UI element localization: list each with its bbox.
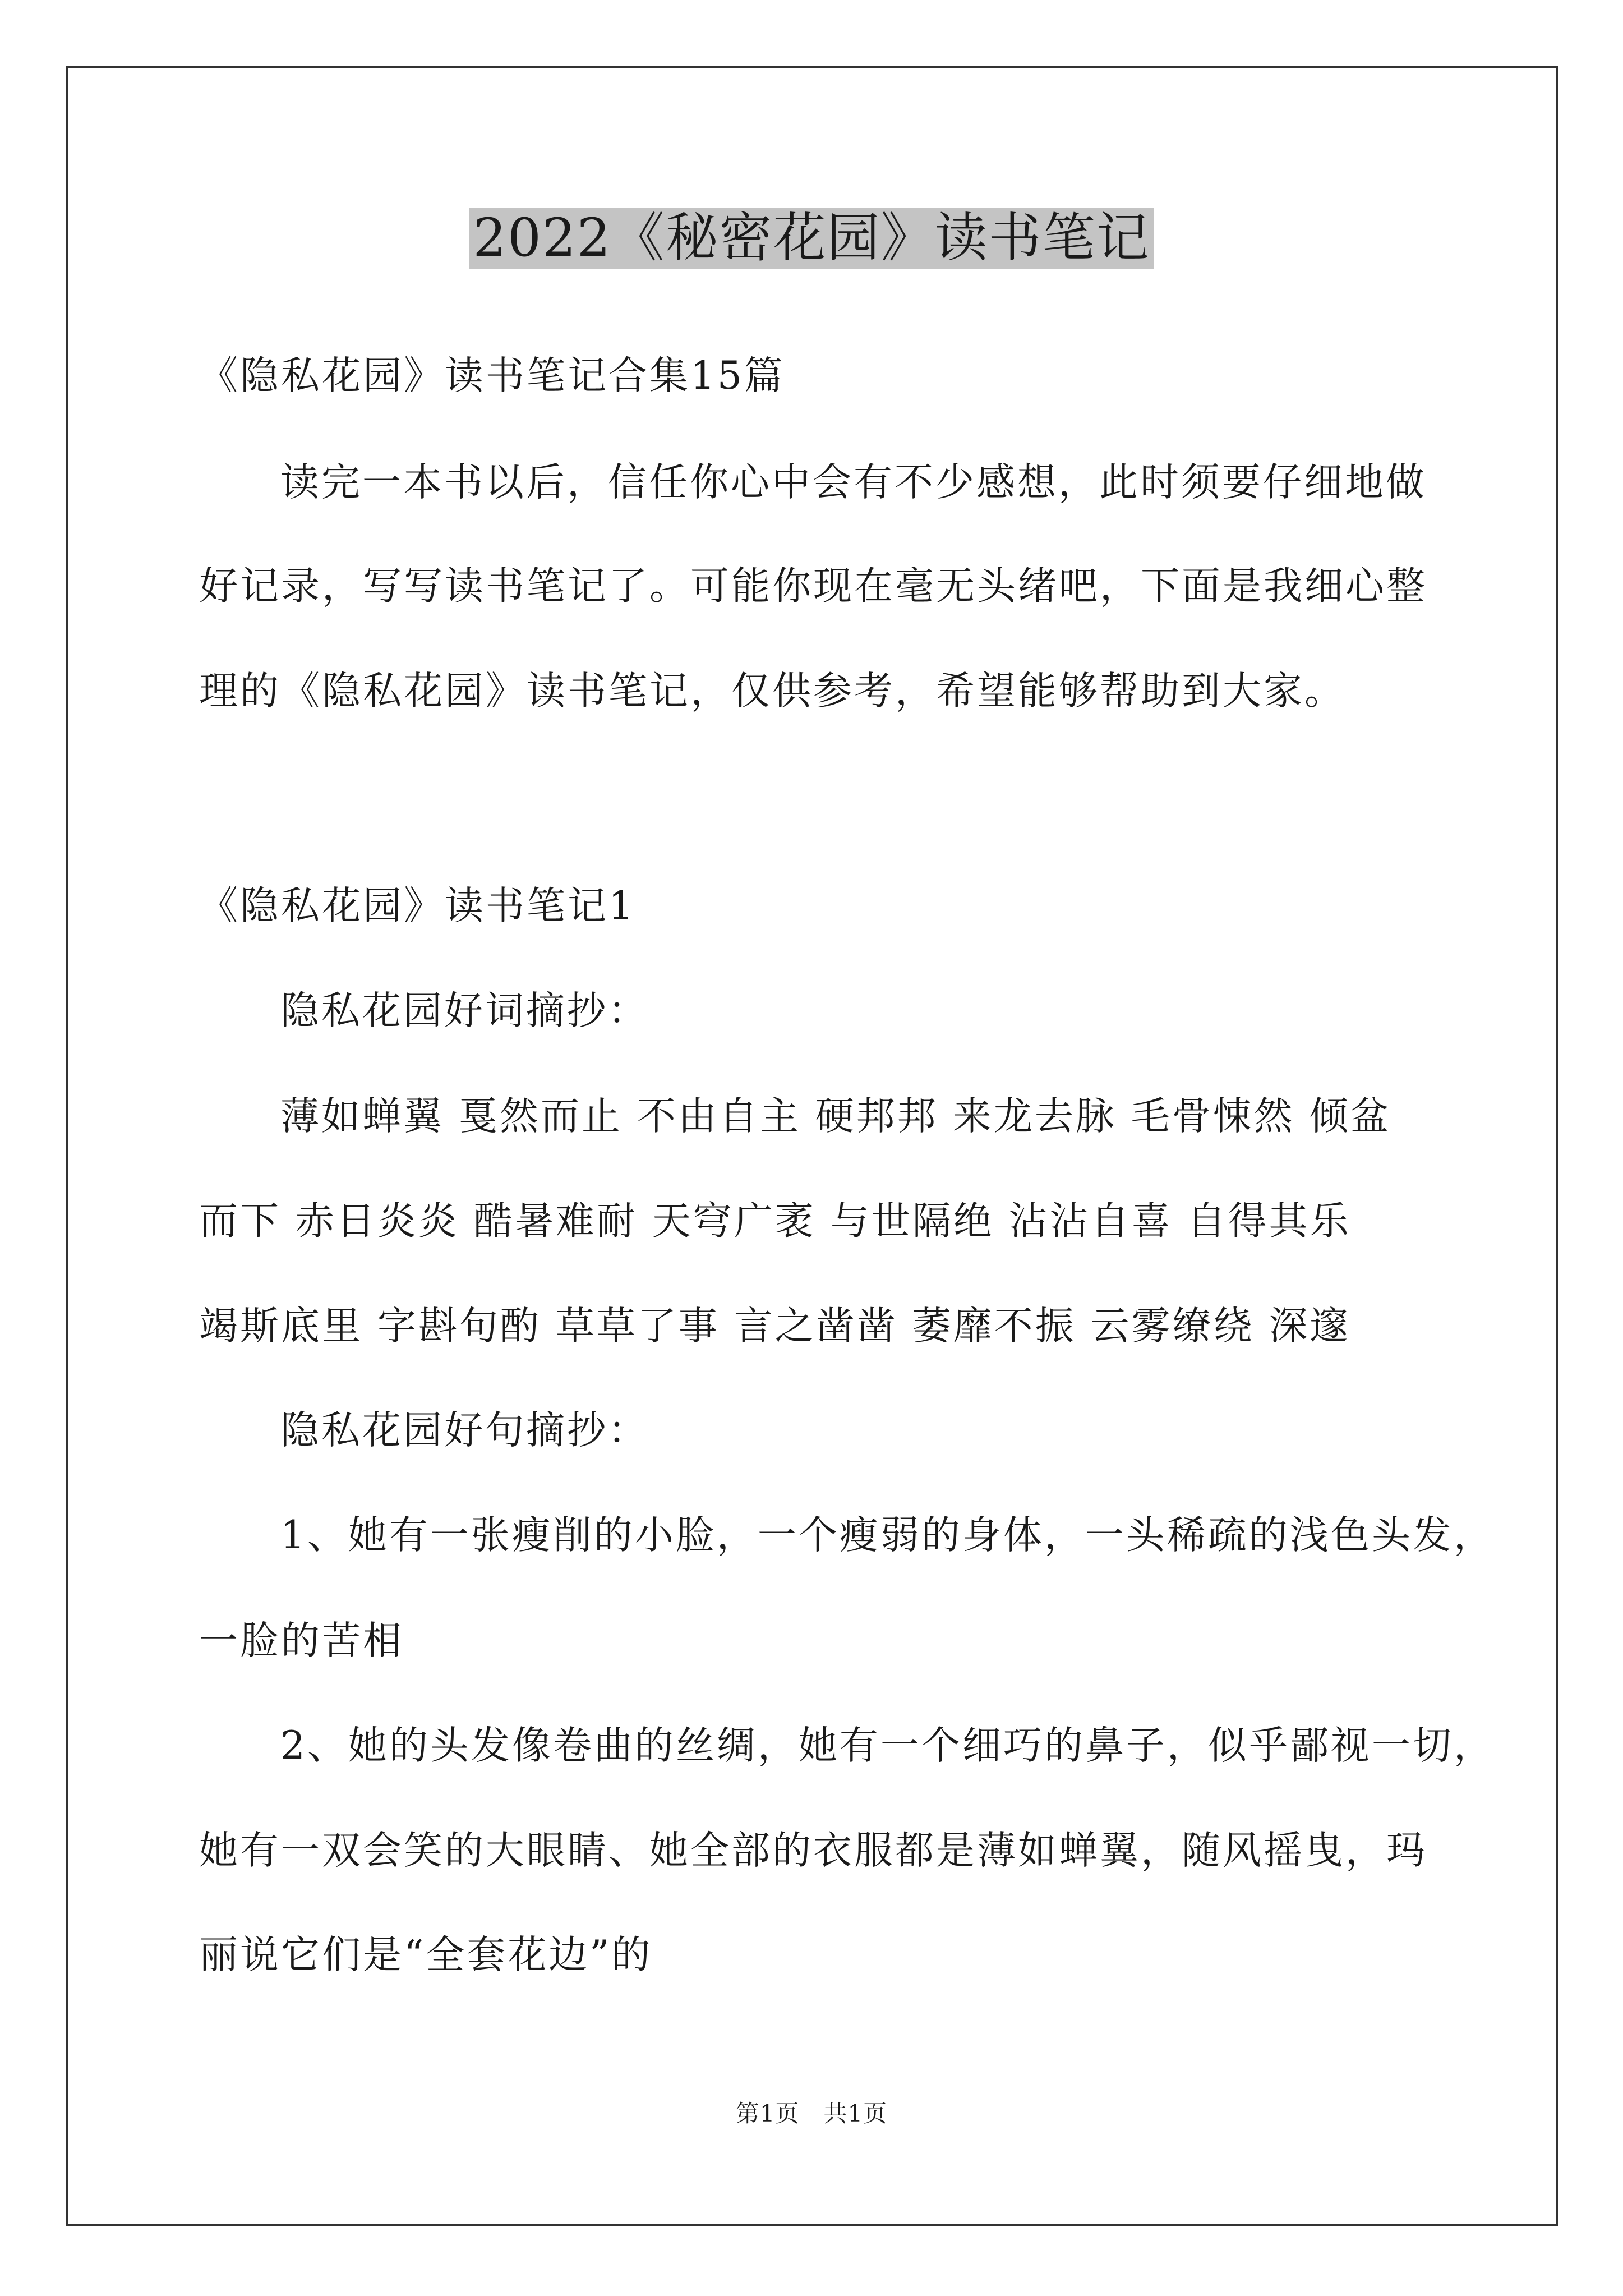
page-footer: 第1页 共1页 [735,2100,888,2127]
good-words-line-3: 竭斯底里 字斟句酌 草草了事 言之凿凿 萎靡不振 云雾缭绕 深邃 [199,1304,1351,1349]
sentence-2-line-1: 2、她的头发像卷曲的丝绸，她有一个细巧的鼻子，似乎鄙视一切， [280,1723,1495,1768]
document-title [0,202,1623,275]
sentence-2-line-3: 丽说它们是“全套花边”的 [199,1932,653,1977]
sentence-2-line-2: 她有一双会笑的大眼睛、她全部的衣服都是薄如蝉翼，随风摇曳，玛 [199,1828,1427,1873]
intro-paragraph-line-2: 好记录，写写读书笔记了。可能你现在毫无头绪吧，下面是我细心整 [199,564,1427,609]
collection-heading: 《隐私花园》读书笔记合集15篇 [199,353,785,398]
section-heading: 《隐私花园》读书笔记1 [199,884,635,928]
good-words-line-1: 薄如蝉翼 戛然而止 不由自主 硬邦邦 来龙去脉 毛骨悚然 倾盆 [280,1094,1391,1139]
good-words-line-2: 而下 赤日炎炎 酷暑难耐 天穹广袤 与世隔绝 沾沾自喜 自得其乐 [199,1199,1351,1244]
good-words-heading: 隐私花园好词摘抄： [280,988,649,1033]
intro-paragraph-line-1: 读完一本书以后，信任你心中会有不少感想，此时须要仔细地做 [280,460,1427,505]
sentence-1-line-2: 一脸的苦相 [199,1618,404,1663]
document-title-text: 2022《秘密花园》读书笔记 [469,208,1153,269]
good-sentences-heading: 隐私花园好句摘抄： [280,1408,649,1453]
intro-paragraph-line-3: 理的《隐私花园》读书笔记，仅供参考，希望能够帮助到大家。 [199,669,1345,714]
sentence-1-line-1: 1、她有一张瘦削的小脸，一个瘦弱的身体，一头稀疏的浅色头发， [280,1513,1495,1558]
